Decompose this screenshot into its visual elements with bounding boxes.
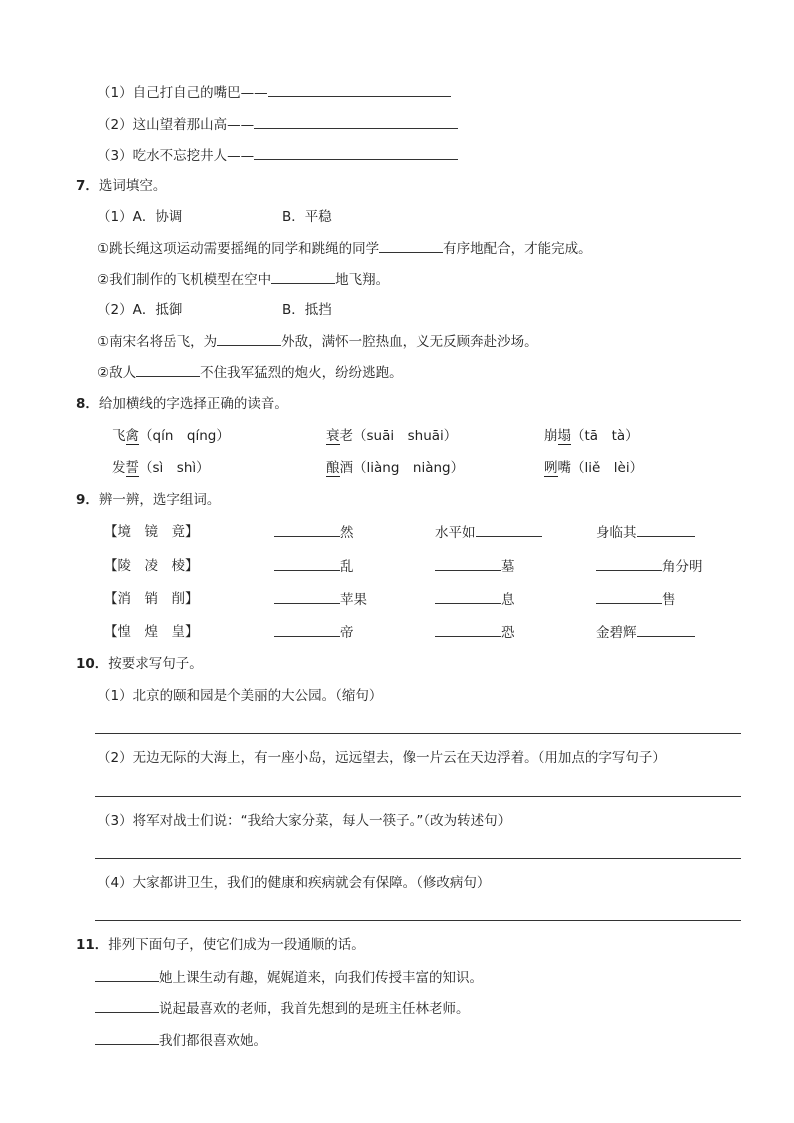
q10-item-3: （3）将军对战士们说：“我给大家分菜，每人一筷子。”（改为转述句） bbox=[97, 813, 512, 829]
q10-title: 按要求写句子。 bbox=[108, 656, 203, 672]
pinyin-options: （suāi shuāi） bbox=[353, 428, 458, 444]
idiom-line-3 bbox=[97, 146, 458, 165]
underlined-char: 禽 bbox=[125, 428, 139, 444]
fill-word bbox=[274, 623, 354, 642]
q8-title: 给加横线的字选择正确的读音。 bbox=[98, 396, 288, 412]
fill-word bbox=[596, 623, 695, 642]
q9-heading bbox=[76, 491, 220, 509]
sentence-text: 外敌，满怀一腔热血，义无反顾奔赴沙场。 bbox=[281, 334, 538, 350]
answer-blank[interactable] bbox=[435, 590, 501, 604]
char-group: 【陵 凌 棱】 bbox=[104, 558, 199, 574]
q7-sentence-4 bbox=[97, 363, 403, 382]
sentence-text: ①跳长绳这项运动需要摇绳的同学和跳绳的同学 bbox=[97, 241, 380, 257]
word-part: 发 bbox=[112, 460, 126, 476]
word-suffix: 恐 bbox=[501, 625, 515, 641]
word-suffix: 售 bbox=[662, 592, 676, 608]
pinyin-options: （qín qíng） bbox=[139, 428, 230, 444]
answer-line[interactable] bbox=[95, 858, 741, 859]
underlined-char: 誓 bbox=[125, 460, 139, 476]
sentence-text: 说起最喜欢的老师，我首先想到的是班主任林老师。 bbox=[159, 1001, 470, 1017]
word-suffix: 角分明 bbox=[662, 559, 703, 575]
q7-option-a1: （1）A．协调 bbox=[97, 209, 183, 225]
q11-line-3 bbox=[95, 1031, 267, 1050]
q7-title: 选词填空。 bbox=[98, 178, 167, 194]
word-part: 崩 bbox=[544, 428, 558, 444]
fill-word bbox=[435, 523, 542, 542]
word-suffix: 帝 bbox=[340, 625, 354, 641]
pinyin-item[interactable] bbox=[544, 427, 639, 445]
q7-sentence-2 bbox=[97, 270, 389, 289]
q9-number: 9． bbox=[76, 492, 99, 508]
sentence-text: 地飞翔。 bbox=[335, 272, 390, 288]
pinyin-item[interactable] bbox=[112, 427, 230, 445]
answer-line[interactable] bbox=[95, 920, 741, 921]
answer-blank[interactable] bbox=[435, 557, 501, 571]
underlined-char: 塌 bbox=[557, 428, 571, 444]
q7-heading bbox=[76, 177, 166, 195]
answer-blank[interactable] bbox=[271, 270, 335, 284]
sentence-text: ①南宋名将岳飞，为 bbox=[97, 334, 218, 350]
underlined-char: 酿 bbox=[326, 460, 340, 476]
sentence-text: ②我们制作的飞机模型在空中 bbox=[97, 272, 272, 288]
pinyin-item[interactable] bbox=[326, 427, 457, 445]
answer-blank[interactable] bbox=[95, 999, 159, 1013]
char-group: 【消 销 削】 bbox=[104, 591, 199, 607]
q11-title: 排列下面句子，使它们成为一段通顺的话。 bbox=[108, 937, 365, 953]
pinyin-options: （tā tà） bbox=[571, 428, 639, 444]
idiom-text: （1）自己打自己的嘴巴—— bbox=[97, 85, 268, 101]
answer-blank[interactable] bbox=[596, 557, 662, 571]
q7-option-a2: （2）A．抵御 bbox=[97, 302, 183, 318]
fill-word bbox=[274, 557, 354, 576]
word-suffix: 息 bbox=[501, 592, 515, 608]
q7-number: 7． bbox=[76, 178, 99, 194]
answer-blank[interactable] bbox=[136, 363, 200, 377]
q7-option-b2: B．抵挡 bbox=[282, 302, 332, 318]
fill-word bbox=[435, 590, 515, 609]
underlined-char: 衰 bbox=[326, 428, 340, 444]
fill-word bbox=[274, 590, 367, 609]
q11-line-1 bbox=[95, 968, 483, 987]
answer-blank[interactable] bbox=[274, 623, 340, 637]
q10-item-4: （4）大家都讲卫生，我们的健康和疾病就会有保障。（修改病句） bbox=[97, 875, 491, 891]
word-part: 飞 bbox=[112, 428, 126, 444]
idiom-text: （3）吃水不忘挖井人—— bbox=[97, 148, 255, 164]
answer-blank[interactable] bbox=[435, 623, 501, 637]
underlined-char: 咧 bbox=[544, 460, 558, 476]
pinyin-item[interactable] bbox=[326, 459, 464, 477]
fill-word bbox=[596, 590, 676, 609]
word-suffix: 墓 bbox=[501, 559, 515, 575]
answer-blank[interactable] bbox=[596, 590, 662, 604]
q8-heading bbox=[76, 395, 288, 413]
answer-blank[interactable] bbox=[254, 146, 458, 160]
word-part: 嘴 bbox=[557, 460, 571, 476]
fill-word bbox=[596, 523, 695, 542]
q10-item-1: （1）北京的颐和园是个美丽的大公园。（缩句） bbox=[97, 688, 383, 704]
q11-line-2 bbox=[95, 999, 470, 1018]
q7-option-b1: B．平稳 bbox=[282, 209, 332, 225]
answer-blank[interactable] bbox=[274, 523, 340, 537]
idiom-line-1 bbox=[97, 83, 451, 102]
idiom-text: （2）这山望着那山高—— bbox=[97, 117, 255, 133]
word-prefix: 金碧辉 bbox=[596, 625, 637, 641]
q10-item-2: （2）无边无际的大海上，有一座小岛，远远望去，像一片云在天边浮着。（用加点的字写句子） bbox=[97, 750, 666, 766]
idiom-line-2 bbox=[97, 115, 458, 134]
answer-blank[interactable] bbox=[274, 590, 340, 604]
answer-blank[interactable] bbox=[217, 332, 281, 346]
answer-line[interactable] bbox=[95, 796, 741, 797]
answer-blank[interactable] bbox=[254, 115, 458, 129]
pinyin-options: （liàng niàng） bbox=[353, 460, 465, 476]
q7-sentence-3 bbox=[97, 332, 538, 351]
sentence-text: 不住我军猛烈的炮火，纷纷逃跑。 bbox=[200, 365, 403, 381]
word-part: 老 bbox=[339, 428, 353, 444]
word-suffix: 乱 bbox=[340, 559, 354, 575]
q8-number: 8． bbox=[76, 396, 99, 412]
sentence-text: 我们都很喜欢她。 bbox=[159, 1033, 267, 1049]
pinyin-item[interactable] bbox=[544, 459, 643, 477]
answer-blank[interactable] bbox=[95, 968, 159, 982]
answer-blank[interactable] bbox=[274, 557, 340, 571]
answer-blank[interactable] bbox=[95, 1031, 159, 1045]
fill-word bbox=[274, 523, 354, 542]
word-part: 酒 bbox=[339, 460, 353, 476]
q10-number: 10． bbox=[76, 656, 109, 672]
word-suffix: 苹果 bbox=[340, 592, 367, 608]
q11-heading bbox=[76, 936, 365, 954]
q7-sentence-1 bbox=[97, 239, 592, 258]
word-prefix: 水平如 bbox=[435, 525, 476, 541]
char-group: 【境 镜 竟】 bbox=[104, 524, 199, 540]
sentence-text: ②敌人 bbox=[97, 365, 137, 381]
fill-word bbox=[435, 557, 515, 576]
answer-blank[interactable] bbox=[637, 523, 695, 537]
pinyin-options: （sì shì） bbox=[139, 460, 210, 476]
q10-heading bbox=[76, 655, 203, 673]
sentence-text: 她上课生动有趣，娓娓道来，向我们传授丰富的知识。 bbox=[159, 970, 483, 986]
answer-blank[interactable] bbox=[637, 623, 695, 637]
sentence-text: 有序地配合，才能完成。 bbox=[443, 241, 592, 257]
fill-word bbox=[435, 623, 515, 642]
q11-number: 11． bbox=[76, 937, 109, 953]
pinyin-item[interactable] bbox=[112, 459, 210, 477]
answer-blank[interactable] bbox=[268, 83, 451, 97]
char-group: 【惶 煌 皇】 bbox=[104, 624, 199, 640]
word-suffix: 然 bbox=[340, 525, 354, 541]
answer-blank[interactable] bbox=[476, 523, 542, 537]
answer-line[interactable] bbox=[95, 733, 741, 734]
word-prefix: 身临其 bbox=[596, 525, 637, 541]
answer-blank[interactable] bbox=[379, 239, 443, 253]
fill-word bbox=[596, 557, 703, 576]
q9-title: 辨一辨，选字组词。 bbox=[98, 492, 221, 508]
pinyin-options: （liě lèi） bbox=[571, 460, 644, 476]
